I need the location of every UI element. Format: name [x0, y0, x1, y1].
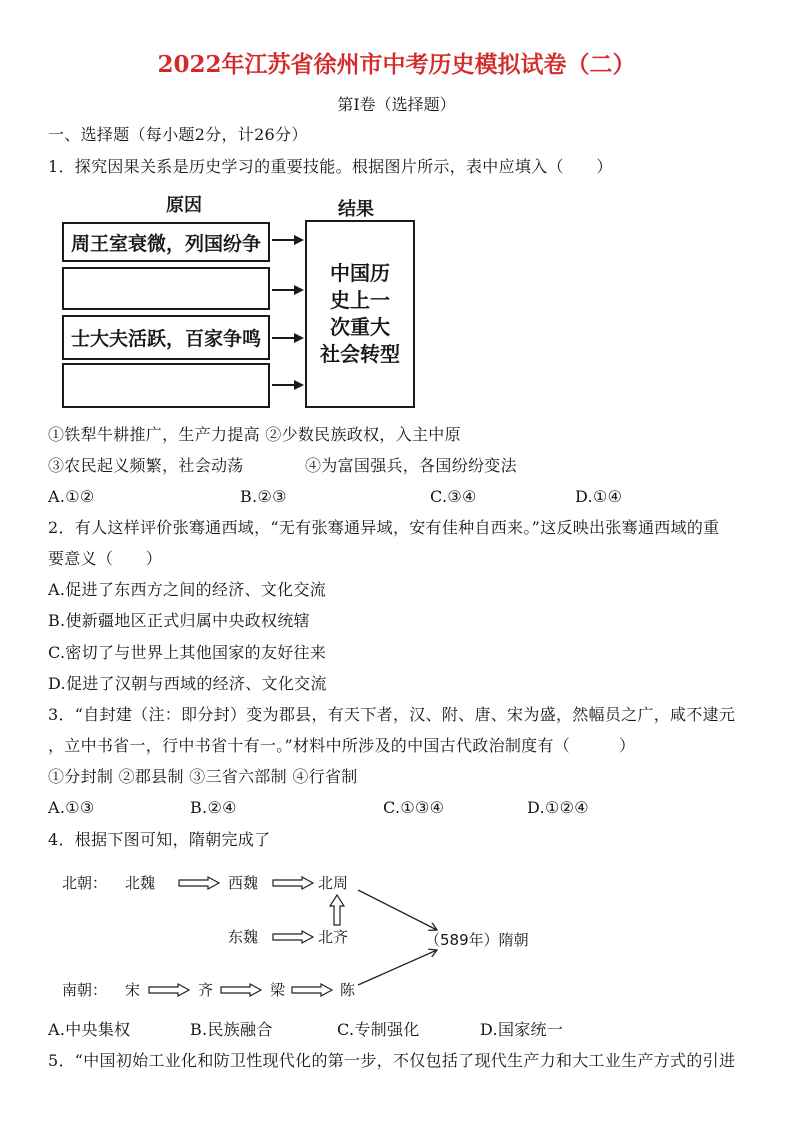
result-box [305, 220, 415, 408]
choice-a: A.中央集权 [48, 1020, 131, 1039]
question-1-statement-3: ③农民起义频繁，社会动荡 [48, 456, 244, 475]
choice-d: D.①②④ [527, 798, 589, 817]
arrow-right-icon [272, 284, 304, 296]
cause-box-2-blank [62, 267, 270, 310]
result-header: 结果 [338, 199, 374, 220]
arrow-right-icon [272, 234, 304, 246]
question-3-statements: ①分封制 ②郡县制 ③三省六部制 ④行省制 [48, 767, 358, 786]
dynasty-chen: 陈 [340, 981, 356, 999]
north-dynasties-label: 北朝： [62, 874, 108, 892]
dynasty-liang: 梁 [270, 981, 286, 999]
hollow-arrow-right-icon [272, 876, 314, 890]
cause-box-3: 士大夫活跃，百家争鸣 [62, 315, 270, 360]
section-heading: 一、选择题（每小题2分，计26分） [48, 125, 308, 144]
merge-arrows [355, 880, 445, 995]
choice-d: D.促进了汉朝与西域的经济、文化交流 [48, 674, 327, 693]
choice-a: A.①③ [48, 798, 95, 817]
result-line: 史上一 [330, 288, 390, 312]
question-3-stem-line-2: ，立中书省一，行中书省十有一。”材料中所涉及的中国古代政治制度有（ ） [48, 736, 636, 755]
choice-d: D.国家统一 [480, 1020, 564, 1039]
arrow-icon [358, 950, 437, 985]
choice-b: B.民族融合 [190, 1020, 273, 1039]
result-line: 中国历 [330, 261, 390, 285]
dynasty-bei-wei: 北魏 [125, 874, 156, 892]
cause-box-1: 周王室衰微，列国纷争 [62, 222, 270, 262]
question-5-stem: 5．“中国初始工业化和防卫性现代化的第一步，不仅包括了现代生产力和大工业生产方式的引进 [48, 1051, 736, 1070]
dynasty-bei-qi: 北齐 [318, 928, 349, 946]
dynasty-xi-wei: 西魏 [228, 874, 259, 892]
dynasty-song: 宋 [125, 981, 141, 999]
page-title: 2022年江苏省徐州市中考历史模拟试卷（二） [157, 51, 636, 78]
question-1-stem: 1．探究因果关系是历史学习的重要技能。根据图片所示，表中应填入（ ） [48, 157, 613, 176]
arrow-right-icon [272, 332, 304, 344]
south-dynasties-label: 南朝： [62, 981, 108, 999]
cause-box-4-blank [62, 363, 270, 408]
choice-c: C.密切了与世界上其他国家的友好往来 [48, 643, 327, 662]
choice-b: B.②④ [190, 798, 237, 817]
question-1-statement-4: ④为富国强兵，各国纷纷变法 [305, 456, 517, 475]
choice-b: B.②③ [240, 487, 287, 506]
hollow-arrow-right-icon [178, 876, 220, 890]
hollow-arrow-right-icon [272, 930, 314, 944]
question-1-statements-1: ①铁犁牛耕推广，生产力提高 ②少数民族政权，入主中原 [48, 425, 461, 444]
arrow-icon [358, 890, 437, 930]
dynasty-sui-result: （589年）隋朝 [425, 931, 529, 949]
hollow-arrow-up-icon [329, 894, 345, 926]
dynasty-bei-zhou: 北周 [318, 874, 349, 892]
result-line: 社会转型 [320, 342, 400, 366]
choice-c: C.①③④ [383, 798, 445, 817]
hollow-arrow-right-icon [148, 983, 190, 997]
choice-b: B.使新疆地区正式归属中央政权统辖 [48, 611, 310, 630]
page-subtitle: 第I卷（选择题） [337, 95, 456, 114]
hollow-arrow-right-icon [220, 983, 262, 997]
dynasty-qi: 齐 [198, 981, 214, 999]
result-line: 次重大 [330, 315, 390, 339]
question-4-stem: 4．根据下图可知，隋朝完成了 [48, 830, 271, 849]
question-2-stem-line-1: 2．有人这样评价张骞通西域，“无有张骞通异域，安有佳种自西来。”这反映出张骞通西域的重 [48, 518, 720, 537]
choice-c: C.专制强化 [337, 1020, 420, 1039]
cause-header: 原因 [166, 195, 202, 216]
question-3-stem-line-1: 3．“自封建（注：即分封）变为郡县，有天下者，汉、附、唐、宋为盛，然幅员之广，咸不逮元 [48, 705, 736, 724]
hollow-arrow-right-icon [291, 983, 333, 997]
choice-a: A.促进了东西方之间的经济、文化交流 [48, 580, 327, 599]
choice-a: A.①② [48, 487, 95, 506]
choice-d: D.①④ [575, 487, 623, 506]
choice-c: C.③④ [430, 487, 477, 506]
arrow-right-icon [272, 379, 304, 391]
dynasty-dong-wei: 东魏 [228, 928, 259, 946]
question-2-stem-line-2: 要意义（ ） [48, 549, 163, 568]
